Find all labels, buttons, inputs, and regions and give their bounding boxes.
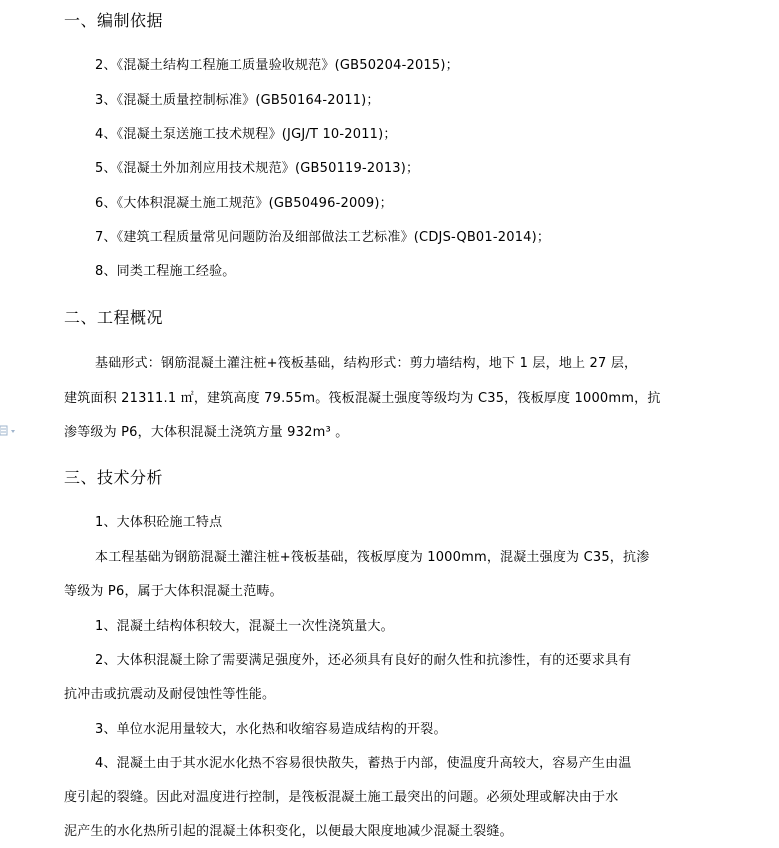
- analysis-line-9: 泥产生的水化热所引起的混凝土体积变化，以便最大限度地减少混凝土裂缝。: [64, 824, 513, 839]
- section-heading-basis: 一、编制依据: [64, 11, 164, 30]
- overview-line-2: 建筑面积 21311.1 ㎡，建筑高度 79.55m。筏板混凝土强度等级均为 C35，筏板厚度 1000mm，抗: [64, 391, 661, 406]
- basis-item-8: 8、同类工程施工经验。: [95, 264, 236, 279]
- basis-item-5: 5、《混凝土外加剂应用技术规范》(GB50119-2013)；: [95, 161, 420, 176]
- analysis-line-8: 度引起的裂缝。因此对温度进行控制，是筏板混凝土施工最突出的问题。必须处理或解决由于水: [64, 790, 619, 805]
- analysis-line-3: 1、混凝土结构体积较大，混凝土一次性浇筑量大。: [95, 619, 394, 634]
- analysis-line-7: 4、混凝土由于其水泥水化热不容易很快散失，蓄热于内部，使温度升高较大，容易产生由温: [95, 756, 632, 771]
- basis-item-6: 6、《大体积混凝土施工规范》(GB50496-2009)；: [95, 196, 393, 211]
- section-heading-overview: 二、工程概况: [64, 308, 164, 327]
- analysis-line-6: 3、单位水泥用量较大，水化热和收缩容易造成结构的开裂。: [95, 722, 447, 737]
- margin-paragraph-icon[interactable]: [0, 423, 22, 439]
- basis-item-4: 4、《混凝土泵送施工技术规程》(JGJ/T 10-2011)；: [95, 127, 397, 142]
- analysis-line-5: 抗冲击或抗震动及耐侵蚀性等性能。: [64, 687, 276, 702]
- analysis-subheading: 1、大体积砼施工特点: [95, 515, 223, 530]
- section-heading-analysis: 三、技术分析: [64, 468, 164, 487]
- overview-line-1: 基础形式：钢筋混凝土灌注桩+筏板基础，结构形式：剪力墙结构，地下 1 层，地上 27 层，: [95, 356, 638, 371]
- basis-item-7: 7、《建筑工程质量常见问题防治及细部做法工艺标准》(CDJS-QB01-2014)；: [95, 230, 551, 245]
- analysis-line-2: 等级为 P6，属于大体积混凝土范畴。: [64, 584, 283, 599]
- analysis-line-1: 本工程基础为钢筋混凝土灌注桩+筏板基础，筏板厚度为 1000mm，混凝土强度为 C35，抗渗: [95, 550, 650, 565]
- analysis-line-4: 2、大体积混凝土除了需要满足强度外，还必须具有良好的耐久性和抗渗性，有的还要求具有: [95, 653, 632, 668]
- overview-line-3: 渗等级为 P6，大体积混凝土浇筑方量 932m³ 。: [64, 425, 349, 440]
- basis-item-3: 3、《混凝土质量控制标准》(GB50164-2011)；: [95, 93, 380, 108]
- basis-item-2: 2、《混凝土结构工程施工质量验收规范》(GB50204-2015)；: [95, 58, 459, 73]
